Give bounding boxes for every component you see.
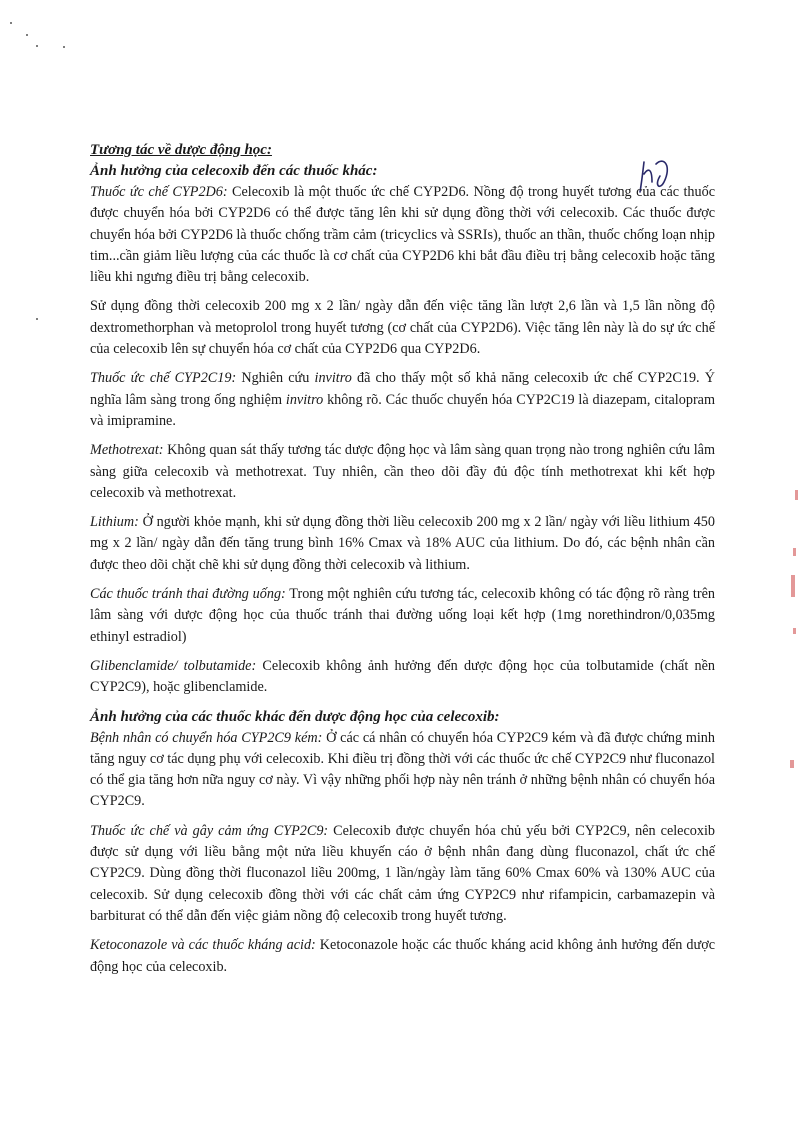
paragraph-text: Không quan sát thấy tương tác dược động học và lâm sàng quan trọng nào trong nghiên cứu lâm sàng giữa celecoxib và methotrexat. Tuy nhiên, cần theo dõi đầy đủ độc tính methotrexat khi kết hợp celecoxib và methotrexat. bbox=[90, 442, 715, 501]
paragraph-text: Celecoxib không ảnh hưởng đến dược động học của tolbutamide (chất nền CYP2C9), hoặc glibenclamide. bbox=[90, 657, 715, 696]
paragraph-lead-term: Thuốc ức chế CYP2C19: bbox=[90, 370, 237, 387]
paragraph bbox=[90, 656, 715, 699]
paragraph-text: Ketoconazole hoặc các thuốc kháng acid không ảnh hưởng đến dược động học của celecoxib. bbox=[90, 937, 715, 975]
paragraph-text: Ở các cá nhân có chuyển hóa CYP2C9 kém và đã được chứng minh tăng nguy cơ tác dụng phụ với celecoxib. Khi điều trị đồng thời với các thuốc ức chế CYP2C9 như fluconazol có thể gia tăng hơn nữa nguy cơ này. Vì vậy những phối hợp này nên tránh ở những bệnh nhân có chuyển hóa CYP2C9. bbox=[90, 729, 715, 810]
paragraph-text: Trong một nghiên cứu tương tác, celecoxib không có tác động rõ ràng trên lâm sàng với dược động học của thuốc tránh thai đường uống loại kết hợp (1mg norethindron/0,035mg ethinyl estradiol) bbox=[90, 586, 715, 645]
edge-stamp-mark bbox=[793, 628, 796, 634]
paragraph-group-effects-of-other-drugs bbox=[90, 728, 715, 978]
paragraph-lead-term: Methotrexat: bbox=[90, 442, 164, 459]
paragraph bbox=[90, 368, 715, 432]
edge-stamp-mark bbox=[793, 548, 796, 556]
paragraph-text: Ở người khỏe mạnh, khi sử dụng đồng thời liều celecoxib 200 mg x 2 lần/ ngày với liều lithium 450 mg x 2 lần/ ngày dẫn đến tăng trung bình 16% Cmax và 18% AUC của lithium. Do đó, các bệnh nhân cần được theo dõi chặt chẽ khi sử dụng đồng thời celecoxib và lithium. bbox=[90, 514, 715, 573]
scan-speck bbox=[10, 22, 12, 24]
paragraph bbox=[90, 935, 715, 978]
paragraph bbox=[90, 440, 715, 504]
paragraph bbox=[90, 584, 715, 648]
scan-speck bbox=[63, 46, 65, 48]
paragraph bbox=[90, 728, 715, 813]
scan-speck bbox=[36, 45, 38, 47]
scan-speck bbox=[26, 34, 28, 36]
subheading-effects-of-other-drugs: Ảnh hưởng của các thuốc khác đến dược động học của celecoxib: bbox=[90, 708, 500, 725]
paragraph-lead-term: Các thuốc tránh thai đường uống: bbox=[90, 586, 286, 603]
paragraph-lead-term: Thuốc ức chế và gây cảm ứng CYP2C9: bbox=[90, 822, 329, 839]
scan-speck bbox=[36, 318, 38, 320]
paragraph bbox=[90, 821, 715, 927]
paragraph-text: invitro bbox=[285, 391, 324, 408]
paragraph bbox=[90, 512, 715, 576]
paragraph-lead-term: Thuốc ức chế CYP2D6: bbox=[90, 184, 228, 200]
paragraph-lead-term: Glibenclamide/ tolbutamide: bbox=[90, 657, 257, 674]
paragraph-group-effects-on-other-drugs bbox=[90, 182, 715, 699]
edge-stamp-mark bbox=[795, 490, 798, 500]
paragraph-text: không rõ. Các thuốc chuyển hóa CYP2C19 là diazepam, citalopram và imipramine. bbox=[90, 391, 715, 429]
subheading-effects-on-other-drugs: Ảnh hưởng của celecoxib đến các thuốc khác: bbox=[90, 163, 378, 179]
paragraph-text: Celecoxib là một thuốc ức chế CYP2D6. Nồng độ trong huyết tương của các thuốc được chuyển hóa bởi CYP2D6 có thể được tăng lên khi sử dụng đồng thời với celecoxib. Các thuốc được chuyển hóa bởi CYP2D6 là thuốc chống trầm cảm (tricyclics và SSRIs), thuốc an thần, thuốc chống loạn nhịp tim...cần giảm liều lượng của các thuốc là cơ chất của CYP2D6 khi bắt đầu điều trị bằng celecoxib hoặc tăng liều khi ngưng điều trị bằng celecoxib. bbox=[90, 184, 715, 286]
document-body bbox=[90, 140, 715, 986]
paragraph-text: invitro bbox=[314, 370, 352, 387]
paragraph-text: đã cho thấy một số khả năng celecoxib ức chế CYP2C19. Ý nghĩa lâm sàng trong ống nghiệm bbox=[90, 370, 715, 408]
section-heading-pharmacokinetics: Tương tác về dược động học: bbox=[90, 142, 272, 158]
paragraph bbox=[90, 182, 715, 288]
edge-stamp-mark bbox=[791, 575, 795, 597]
paragraph-text: Sử dụng đồng thời celecoxib 200 mg x 2 lần/ ngày dẫn đến việc tăng lần lượt 2,6 lần và 1,5 lần nồng độ dextromethorphan và metoprolol trong huyết tương (cơ chất của CYP2D6). Việc tăng lên này là do sự ức chế của celecoxib lên sự chuyển hóa cơ chất của CYP2D6 qua CYP2D6. bbox=[90, 298, 715, 358]
paragraph-lead-term: Lithium: bbox=[90, 514, 139, 531]
paragraph-lead-term: Ketoconazole và các thuốc kháng acid: bbox=[90, 937, 316, 954]
paragraph-lead-term: Bệnh nhân có chuyển hóa CYP2C9 kém: bbox=[90, 729, 323, 746]
paragraph-text: Celecoxib được chuyển hóa chủ yếu bởi CYP2C9, nên celecoxib được sử dụng với liều bằng một nửa liều khuyến cáo ở bệnh nhân đang dùng fluconazol, chất ức chế CYP2C9. Dùng đồng thời fluconazol liều 200mg, 1 lần/ngày làm tăng 60% Cmax 60% và 130% AUC của celecoxib. Sử dụng celecoxib đồng thời với các chất cảm ứng CYP2C9 như rifampicin, carbamazepin và barbiturat có thể dẫn đến việc giảm nồng độ celecoxib trong huyết tương. bbox=[90, 822, 715, 924]
paragraph-text: Nghiên cứu bbox=[236, 370, 315, 387]
edge-stamp-mark bbox=[790, 760, 794, 768]
paragraph bbox=[90, 296, 715, 360]
